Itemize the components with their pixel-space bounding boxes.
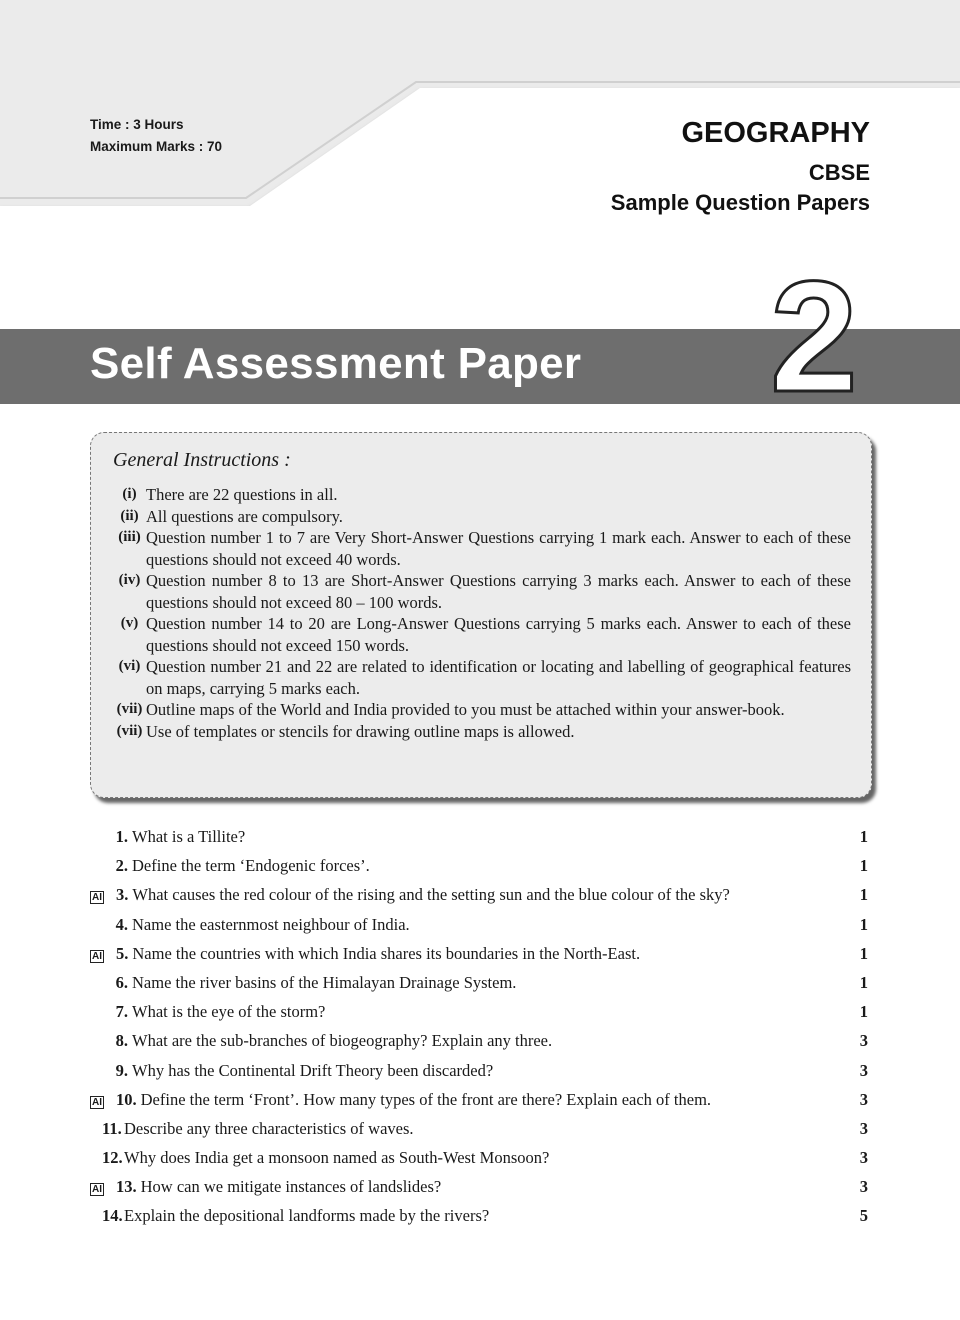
question-marks: 3 [859, 1177, 868, 1197]
instruction-item [113, 613, 851, 656]
question-number: 5. [116, 943, 129, 963]
instructions-heading: General Instructions : [113, 449, 291, 471]
question-item [90, 854, 868, 883]
question-text: Describe any three characteristics of waves. [124, 1118, 414, 1138]
instruction-item [113, 570, 851, 613]
instruction-number: (v) [120, 615, 139, 631]
question-marks: 3 [859, 1118, 868, 1138]
instruction-item [113, 527, 851, 570]
question-marks: 1 [859, 972, 868, 992]
instruction-text: Question number 1 to 7 are Very Short-Answer Questions carrying 1 mark each. Answer to each of these questions should not exceed 40 words. [146, 528, 851, 569]
instructions-box [90, 432, 872, 798]
board-label: CBSE [808, 160, 870, 185]
question-marks: 5 [859, 1206, 868, 1226]
instruction-number: (iv) [118, 572, 141, 588]
question-number: 3. [116, 885, 129, 905]
instruction-text: Question number 21 and 22 are related to identification or locating and labelling of geographical features on maps, carrying 5 marks each. [146, 657, 851, 698]
instruction-item [113, 656, 851, 699]
instruction-number: (vi) [118, 658, 141, 674]
question-number: 6. [115, 972, 128, 992]
question-item [90, 1059, 868, 1088]
exam-meta [90, 114, 222, 158]
max-marks-label: Maximum Marks : 70 [90, 139, 223, 154]
instruction-number: (vii) [116, 701, 143, 717]
question-marks: 1 [859, 885, 868, 905]
subject-block [611, 114, 870, 218]
question-text: Why has the Continental Drift Theory been discarded? [132, 1060, 494, 1080]
question-item [90, 1204, 868, 1233]
ai-badge-icon: AI [92, 950, 102, 962]
question-number: 11. [102, 1118, 122, 1138]
instruction-item [113, 506, 851, 528]
question-number: 4. [115, 914, 128, 934]
question-list [90, 825, 868, 1234]
question-text: What is the eye of the storm? [132, 1002, 326, 1022]
question-number: 7. [115, 1002, 128, 1022]
instruction-text: Question number 8 to 13 are Short-Answer Questions carrying 3 marks each. Answer to each of these questions should not exceed 80 – 100 words. [146, 571, 851, 612]
question-item [90, 1088, 868, 1117]
question-marks: 1 [859, 1002, 868, 1022]
question-marks: 3 [859, 1060, 868, 1080]
question-marks: 1 [859, 827, 868, 846]
question-marks: 1 [859, 914, 868, 934]
time-label: Time : 3 Hours [90, 117, 184, 132]
question-item [90, 1175, 868, 1204]
question-text: What is a Tillite? [132, 827, 246, 846]
question-marks: 3 [859, 1148, 868, 1168]
question-item [90, 1117, 868, 1146]
question-text: Define the term ‘Endogenic forces’. [132, 856, 370, 876]
instruction-item [113, 699, 851, 721]
question-number: 14. [102, 1206, 123, 1226]
question-text: Name the easternmost neighbour of India. [132, 914, 410, 934]
instruction-text: Use of templates or stencils for drawing outline maps is allowed. [146, 721, 575, 741]
question-text: What are the sub-branches of biogeography? Explain any three. [132, 1031, 553, 1051]
question-number: 8. [115, 1031, 128, 1051]
question-number: 1. [115, 827, 128, 846]
question-text: Name the countries with which India shares its boundaries in the North-East. [132, 943, 641, 963]
instruction-text: Question number 14 to 20 are Long-Answer Questions carrying 5 marks each. Answer to each of these questions should not exceed 150 words. [146, 614, 851, 655]
instruction-number: (vii) [116, 722, 143, 739]
instruction-number: (ii) [120, 507, 139, 524]
instruction-number: (iii) [118, 529, 141, 545]
ai-badge-icon: AI [92, 892, 102, 904]
question-marks: 1 [859, 856, 868, 876]
question-number: 13. [116, 1177, 137, 1197]
instruction-item [113, 484, 851, 506]
question-item [90, 913, 868, 942]
paper-number: 2 [770, 249, 858, 425]
question-text: What causes the red colour of the rising and the setting sun and the blue colour of the sky? [132, 885, 730, 905]
question-marks: 3 [859, 1031, 868, 1051]
ai-badge-icon: AI [92, 1184, 102, 1196]
ai-badge-icon: AI [92, 1096, 102, 1108]
question-number: 12. [102, 1148, 123, 1168]
instruction-text: All questions are compulsory. [146, 506, 343, 526]
question-text: Explain the depositional landforms made by the rivers? [124, 1206, 490, 1226]
question-number: 10. [116, 1089, 137, 1109]
question-item [90, 1029, 868, 1058]
question-text: Define the term ‘Front’. How many types of the front are there? Explain each of them. [140, 1089, 712, 1109]
question-item [90, 825, 868, 854]
question-text: Name the river basins of the Himalayan Drainage System. [132, 972, 517, 992]
series-label: Sample Question Papers [610, 190, 870, 215]
question-item [90, 883, 868, 912]
question-text: How can we mitigate instances of landslides? [140, 1177, 442, 1197]
instruction-item [113, 721, 851, 743]
question-item [90, 1000, 868, 1029]
question-number: 9. [115, 1060, 128, 1080]
question-text: Why does India get a monsoon named as South-West Monsoon? [124, 1148, 550, 1168]
question-item [90, 1146, 868, 1175]
instruction-number: (i) [122, 486, 137, 502]
question-item [90, 942, 868, 971]
instruction-text: There are 22 questions in all. [146, 485, 338, 504]
question-marks: 1 [859, 943, 868, 963]
question-marks: 3 [859, 1089, 868, 1109]
question-number: 2. [115, 856, 128, 876]
page-title: Self Assessment Paper [90, 339, 582, 388]
question-item [90, 971, 868, 1000]
instruction-text: Outline maps of the World and India provided to you must be attached within your answer-book. [146, 700, 785, 719]
subject-title: GEOGRAPHY [681, 117, 870, 149]
